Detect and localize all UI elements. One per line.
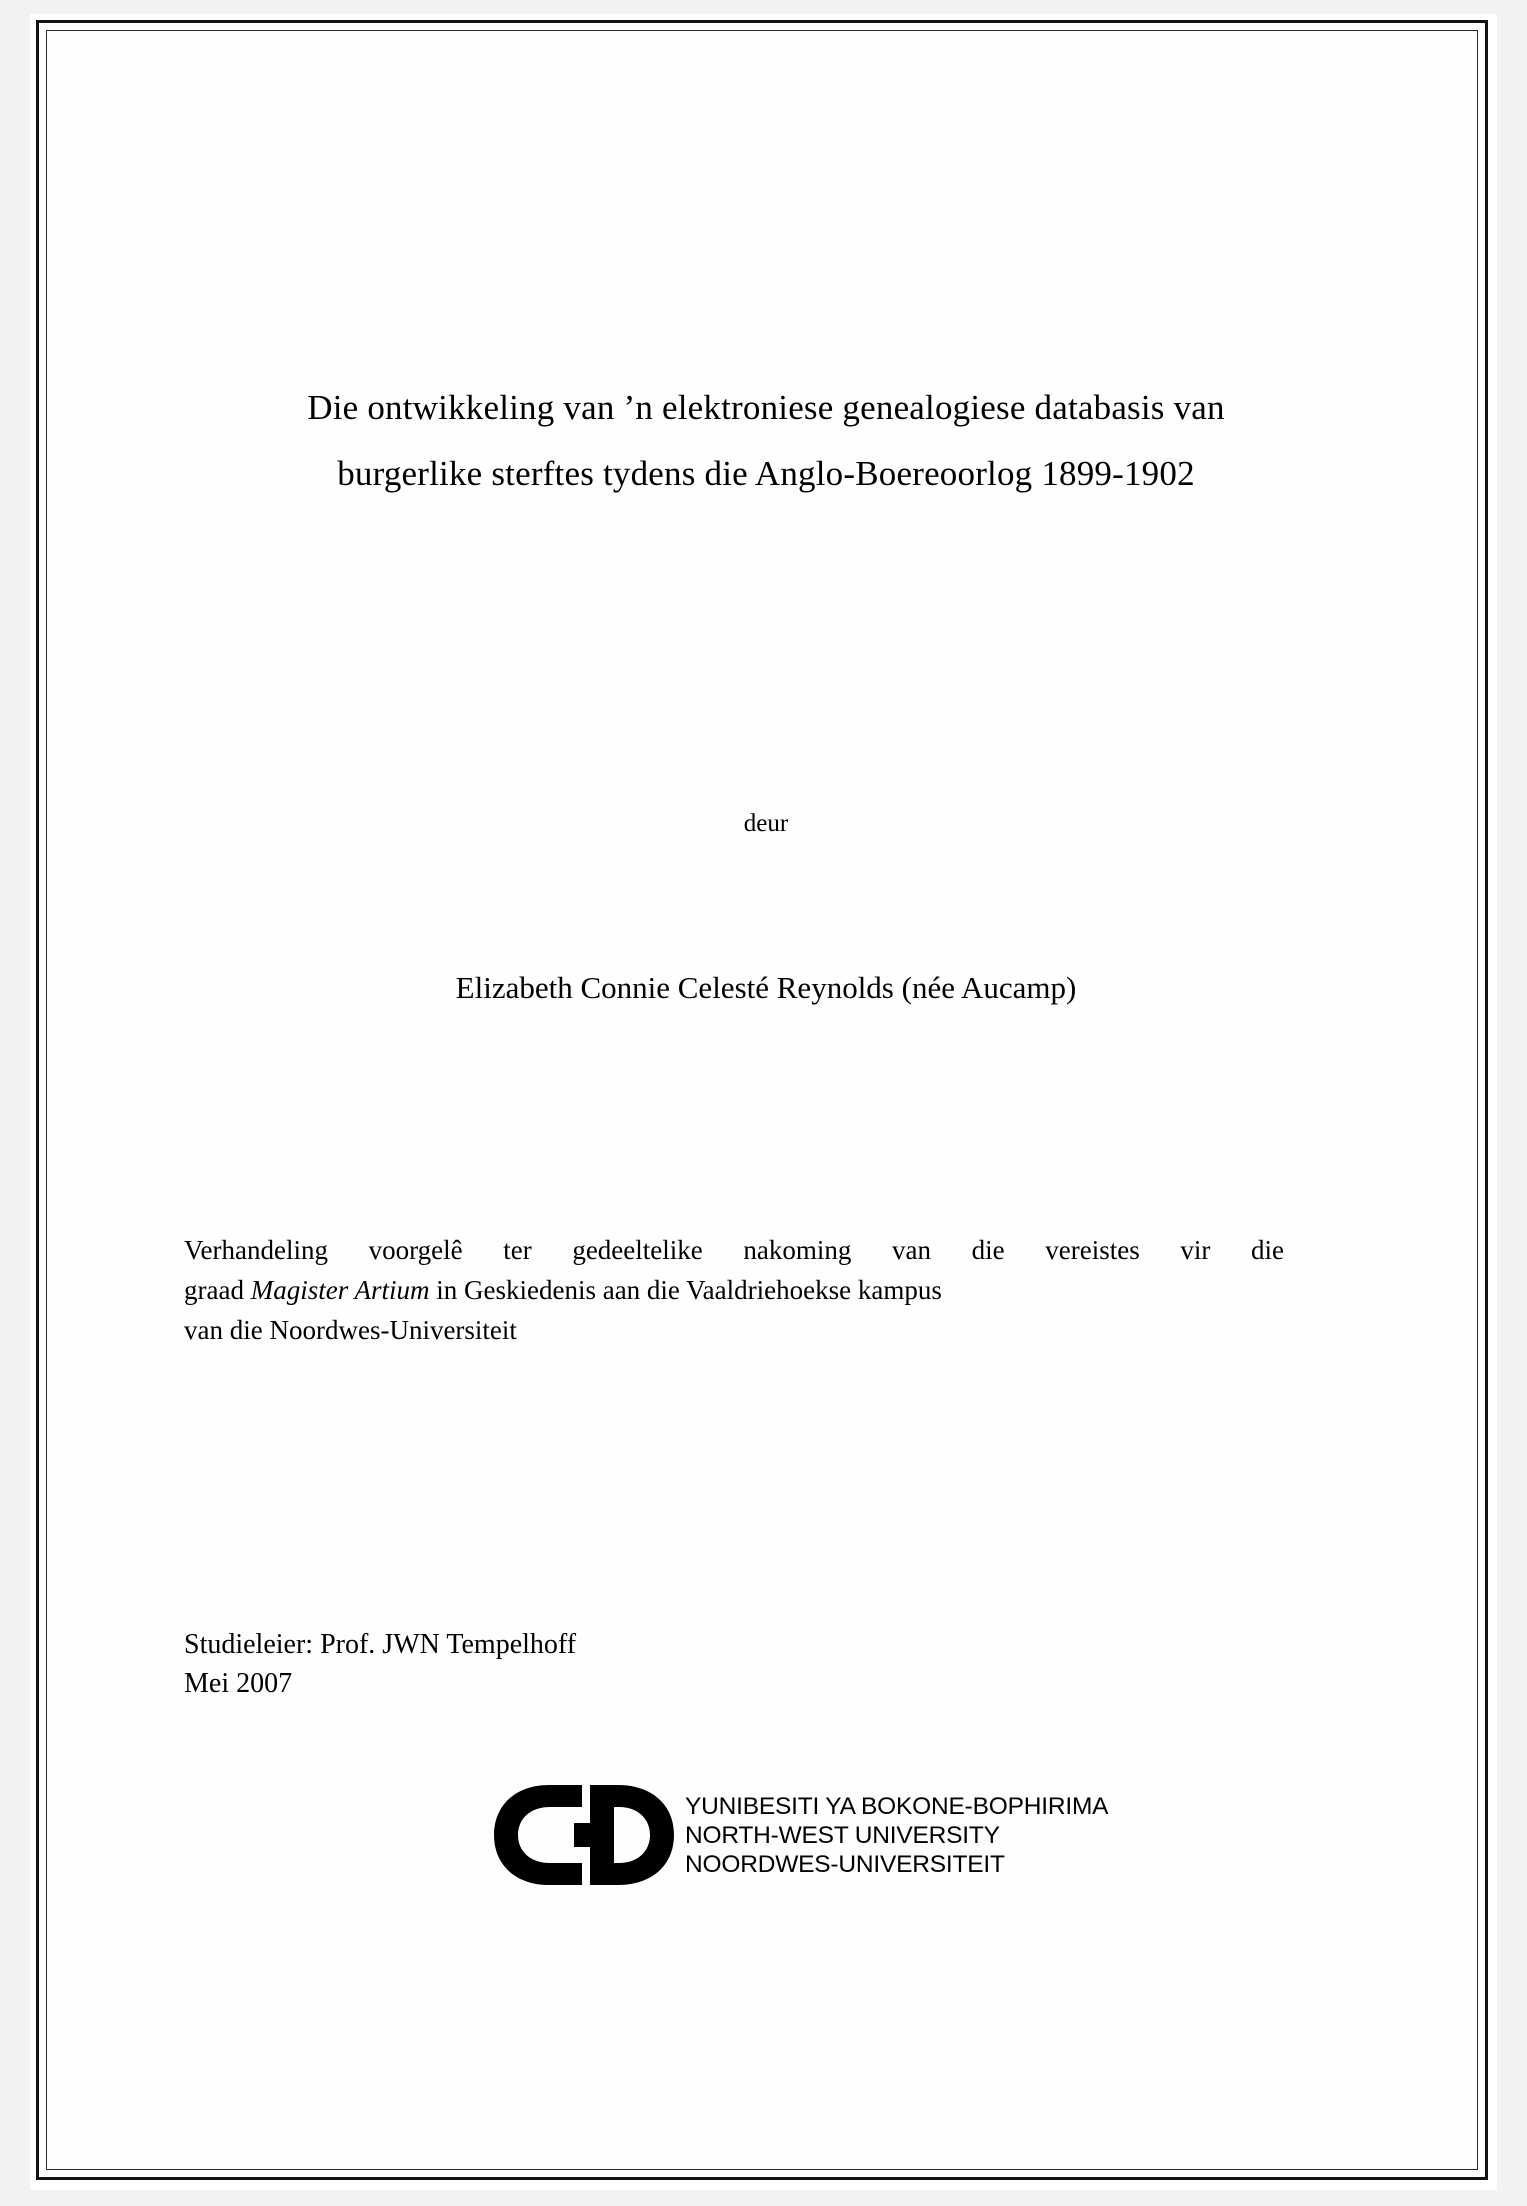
degree-statement	[184, 1230, 1284, 1350]
degree-name: Magister Artium	[250, 1275, 430, 1305]
university-logo	[486, 1775, 1109, 1895]
title-line-1: Die ontwikkeling van ’n elektroniese genealogiese databasis van	[307, 388, 1225, 427]
by-label: deur	[743, 810, 789, 837]
logo-text	[685, 1792, 1108, 1879]
logo-line-3: NOORDWES-UNIVERSITEIT	[685, 1850, 1005, 1878]
nwu-logo-mark-icon	[486, 1779, 681, 1891]
statement-line-1: Verhandeling voorgelê ter gedeeltelike nakoming van die vereistes vir die	[184, 1235, 1284, 1265]
page-title	[166, 375, 1366, 507]
statement-line-2-prefix: graad	[184, 1275, 251, 1305]
supervisor-block	[184, 1625, 1284, 1703]
submission-date: Mei 2007	[184, 1668, 293, 1699]
statement-line-2	[184, 1270, 1284, 1310]
supervisor-name: Studieleier: Prof. JWN Tempelhoff	[184, 1629, 577, 1660]
page-content	[46, 30, 1478, 2170]
statement-line-3: van die Noordwes-Universiteit	[184, 1315, 517, 1345]
logo-line-1: YUNIBESITI YA BOKONE-BOPHIRIMA	[685, 1792, 1109, 1820]
title-line-2: burgerlike sterftes tydens die Anglo-Boereoorlog 1899-1902	[337, 454, 1195, 493]
logo-line-2: NORTH-WEST UNIVERSITY	[685, 1821, 1000, 1849]
author-name: Elizabeth Connie Celesté Reynolds (née Aucamp)	[455, 970, 1077, 1005]
statement-line-2-suffix: in Geskiedenis aan die Vaaldriehoekse kampus	[429, 1275, 942, 1305]
